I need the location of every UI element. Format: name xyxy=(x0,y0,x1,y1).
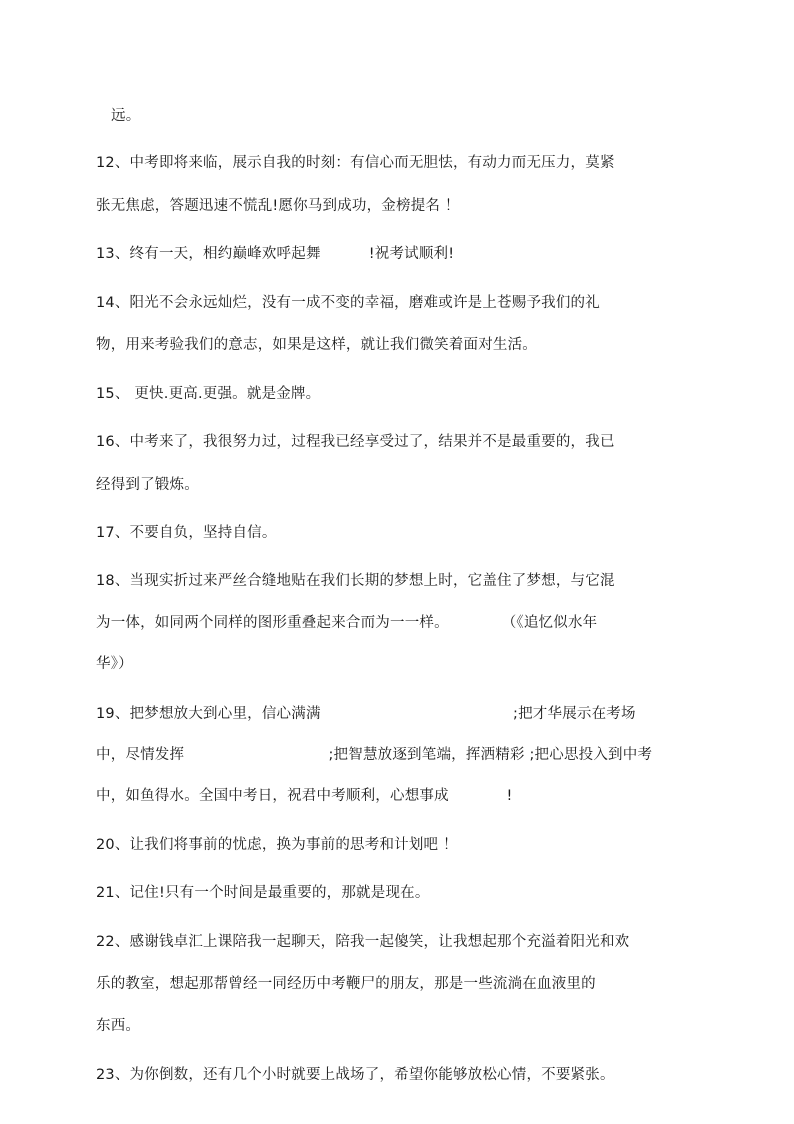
text-line: 16、中考来了，我很努力过，过程我已经享受过了，结果并不是最重要的，我已 xyxy=(96,434,615,450)
text-line: 乐的教室，想起那帮曾经一同经历中考鞭尸的朋友，那是一些流淌在血液里的 xyxy=(96,976,596,992)
text-line: 13、终有一天，相约巅峰欢呼起舞 !祝考试顺利! xyxy=(96,246,455,262)
text-line: 20、让我们将事前的忧虑，换为事前的思考和计划吧 ！ xyxy=(96,837,458,853)
text-line: 17、不要自负，坚持自信。 xyxy=(96,525,277,541)
text-line: 15、 更快.更高.更强。就是金牌。 xyxy=(96,386,321,402)
text-line: 18、当现实折过来严丝合缝地贴在我们长期的梦想上时，它盖住了梦想，与它混 xyxy=(96,573,615,589)
text-line: 华》） xyxy=(96,656,133,672)
text-line: 中，如鱼得水。全国中考日，祝君中考顺利，心想事成 ! xyxy=(96,788,513,804)
text-line: 中，尽情发挥 ;把智慧放逐到笔端，挥洒精彩 ;把心思投入到中考 xyxy=(96,747,653,763)
text-line: 12、中考即将来临，展示自我的时刻：有信心而无胆怯，有动力而无压力，莫紧 xyxy=(96,155,615,171)
text-line: 21、记住!只有一个时间是最重要的，那就是现在。 xyxy=(96,885,430,901)
text-line: 张无焦虑，答题迅速不慌乱!愿你马到成功，金榜提名 ！ xyxy=(96,198,460,214)
text-line: 22、感谢钱卓汇上课陪我一起聊天，陪我一起傻笑，让我想起那个充溢着阳光和欢 xyxy=(96,934,630,950)
text-line: 14、阳光不会永远灿烂，没有一成不变的幸福，磨难或许是上苍赐予我们的礼 xyxy=(96,295,600,311)
text-line: 物，用来考验我们的意志，如果是这样，就让我们微笑着面对生活。 xyxy=(96,337,537,353)
text-line: 23、为你倒数，还有几个小时就要上战场了，希望你能够放松心情，不要紧张。 xyxy=(96,1067,615,1083)
text-line: 经得到了锻炼。 xyxy=(96,477,199,493)
text-line: 为一体，如同两个同样的图形重叠起来合而为一一样。 （《追忆似水年 xyxy=(96,615,598,631)
text-line: 远。 xyxy=(111,108,141,124)
text-line: 19、把梦想放大到心里，信心满满 ;把才华展示在考场 xyxy=(96,706,636,722)
text-line: 东西。 xyxy=(96,1018,141,1034)
